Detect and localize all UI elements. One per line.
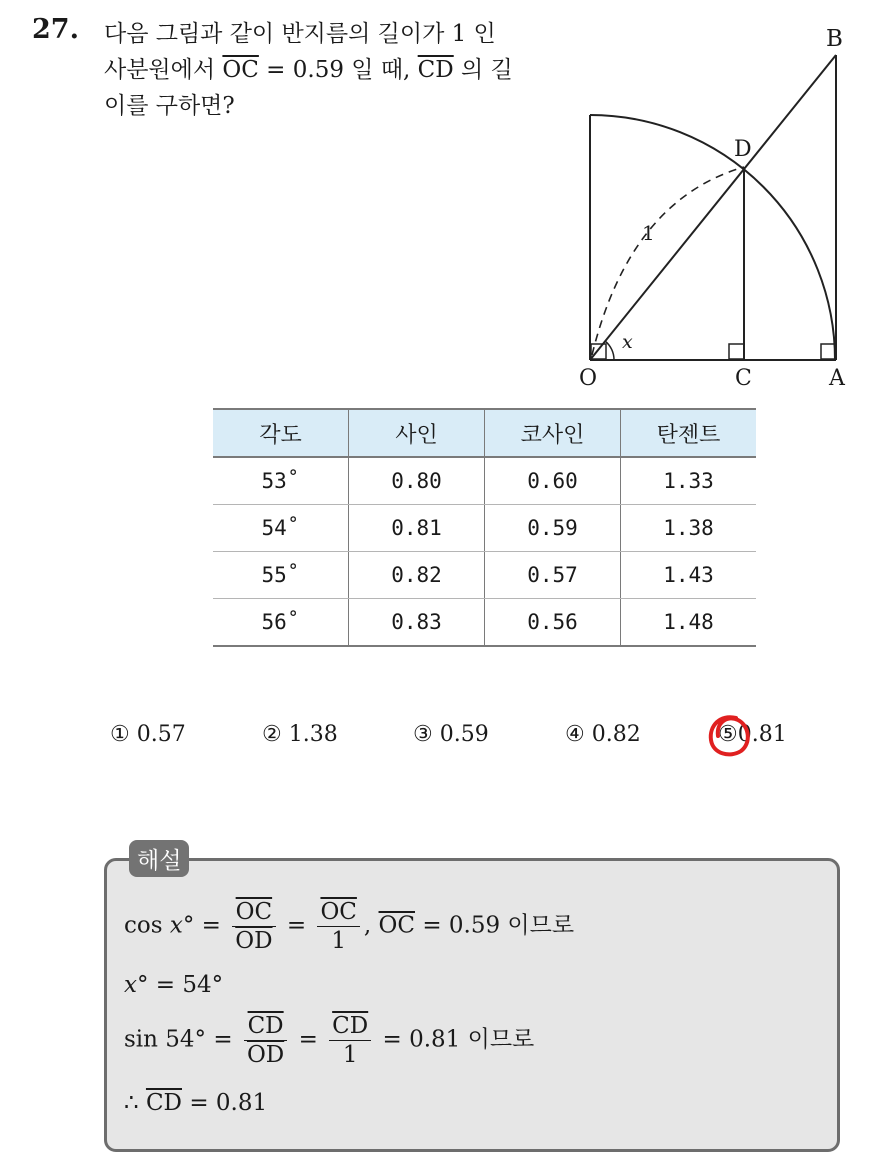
question-line-1: 다음 그림과 같이 반지름의 길이가 1 인 — [104, 21, 496, 47]
trig-table — [213, 408, 756, 647]
choice-3[interactable] — [413, 722, 489, 747]
choice-value: 0.81 — [737, 722, 787, 747]
question-text-part: 의 길 — [453, 57, 513, 83]
table-cell: 1.43 — [621, 552, 757, 599]
table-row — [213, 552, 756, 599]
question-number: 27. — [32, 14, 79, 45]
line-ob — [590, 55, 836, 360]
explanation-line-3 — [124, 1012, 534, 1069]
fraction — [232, 898, 275, 955]
choice-value: 1.38 — [288, 722, 338, 747]
label-c: C — [735, 366, 752, 391]
table-cell: 56˚ — [213, 599, 349, 647]
header-sine: 사인 — [349, 409, 485, 457]
table-row — [213, 505, 756, 552]
table-cell: 1.38 — [621, 505, 757, 552]
segment-oc: $\overline{OC}$ — [222, 57, 259, 83]
label-a: A — [829, 366, 845, 391]
table-cell: 0.59 — [485, 505, 621, 552]
question-line-2 — [104, 52, 564, 88]
header-tangent: 탄젠트 — [621, 409, 757, 457]
choice-2[interactable] — [262, 722, 338, 747]
math-var-x: x — [124, 972, 137, 998]
math-text: = 0.59 이므로 — [422, 912, 575, 939]
fraction — [329, 1012, 371, 1069]
choice-value: 0.59 — [439, 722, 489, 747]
table-header-row — [213, 409, 756, 457]
choice-number: ② — [262, 722, 282, 747]
question-line-3: 이를 구하면? — [104, 93, 235, 119]
fraction-numerator: $\overline{OC}$ — [232, 898, 275, 927]
question-text-part: = 0.59 일 때, — [258, 57, 418, 83]
table-cell: 1.33 — [621, 457, 757, 505]
math-var-x: x — [169, 912, 183, 939]
table-cell: 0.60 — [485, 457, 621, 505]
table-cell: 55˚ — [213, 552, 349, 599]
header-cosine: 코사인 — [485, 409, 621, 457]
fraction-denominator: OD — [246, 1042, 285, 1068]
segment-oc: $\overline{OC}$ — [378, 912, 415, 939]
fraction-numerator: $\overline{CD}$ — [244, 1012, 287, 1041]
label-o: O — [579, 366, 598, 391]
explanation-line-1 — [124, 898, 574, 955]
choice-number: ⑤ — [718, 722, 738, 747]
math-text: sin 54° = — [124, 1026, 233, 1053]
table-row — [213, 457, 756, 505]
table-cell: 1.48 — [621, 599, 757, 647]
explanation-line-2 — [124, 972, 223, 998]
table-cell: 0.83 — [349, 599, 485, 647]
choice-number: ④ — [565, 722, 585, 747]
quarter-arc — [590, 115, 835, 360]
fraction-denominator: 1 — [342, 1042, 358, 1068]
math-text: = 0.81 — [189, 1090, 268, 1116]
fraction-numerator: $\overline{CD}$ — [329, 1012, 371, 1041]
choice-value: 0.57 — [136, 722, 186, 747]
header-angle: 각도 — [213, 409, 349, 457]
fraction — [317, 898, 359, 955]
choice-number: ① — [110, 722, 130, 747]
label-d: D — [734, 137, 752, 162]
math-text: cos — [124, 912, 170, 939]
fraction-denominator: 1 — [331, 928, 346, 954]
label-one: 1 — [642, 221, 655, 245]
label-b: B — [826, 26, 843, 52]
math-text: = 0.81 이므로 — [382, 1026, 535, 1053]
choice-4[interactable] — [565, 722, 641, 747]
choice-value: 0.82 — [591, 722, 641, 747]
fraction-denominator: OD — [235, 928, 273, 954]
question-text — [104, 16, 564, 124]
table-cell: 0.81 — [349, 505, 485, 552]
table-cell: 0.56 — [485, 599, 621, 647]
table-cell: 0.57 — [485, 552, 621, 599]
math-text: = — [286, 912, 307, 939]
table-row — [213, 599, 756, 647]
therefore-symbol: ∴ — [124, 1090, 139, 1116]
table-cell: 54˚ — [213, 505, 349, 552]
quarter-circle-figure — [560, 20, 860, 400]
table-cell: 0.80 — [349, 457, 485, 505]
dashed-radius-arc — [592, 167, 744, 355]
right-angle-mark-c — [729, 344, 744, 359]
choice-number: ③ — [413, 722, 433, 747]
explanation-tag: 해설 — [129, 840, 189, 877]
math-text: = — [298, 1026, 318, 1053]
fraction — [244, 1012, 287, 1069]
table-cell: 0.82 — [349, 552, 485, 599]
question-text-part: 사분원에서 — [104, 57, 223, 83]
explanation-line-4 — [124, 1090, 267, 1116]
label-x: x — [622, 331, 633, 353]
math-text: ° = — [182, 912, 221, 939]
math-text: ° = 54° — [136, 972, 224, 998]
segment-cd: $\overline{CD}$ — [417, 57, 454, 83]
fraction-numerator: $\overline{OC}$ — [317, 898, 359, 927]
segment-cd: $\overline{CD}$ — [145, 1090, 182, 1116]
choice-1[interactable] — [110, 722, 186, 747]
table-cell: 53˚ — [213, 457, 349, 505]
math-text: , — [363, 912, 372, 939]
answer-circle-mark — [706, 712, 754, 762]
